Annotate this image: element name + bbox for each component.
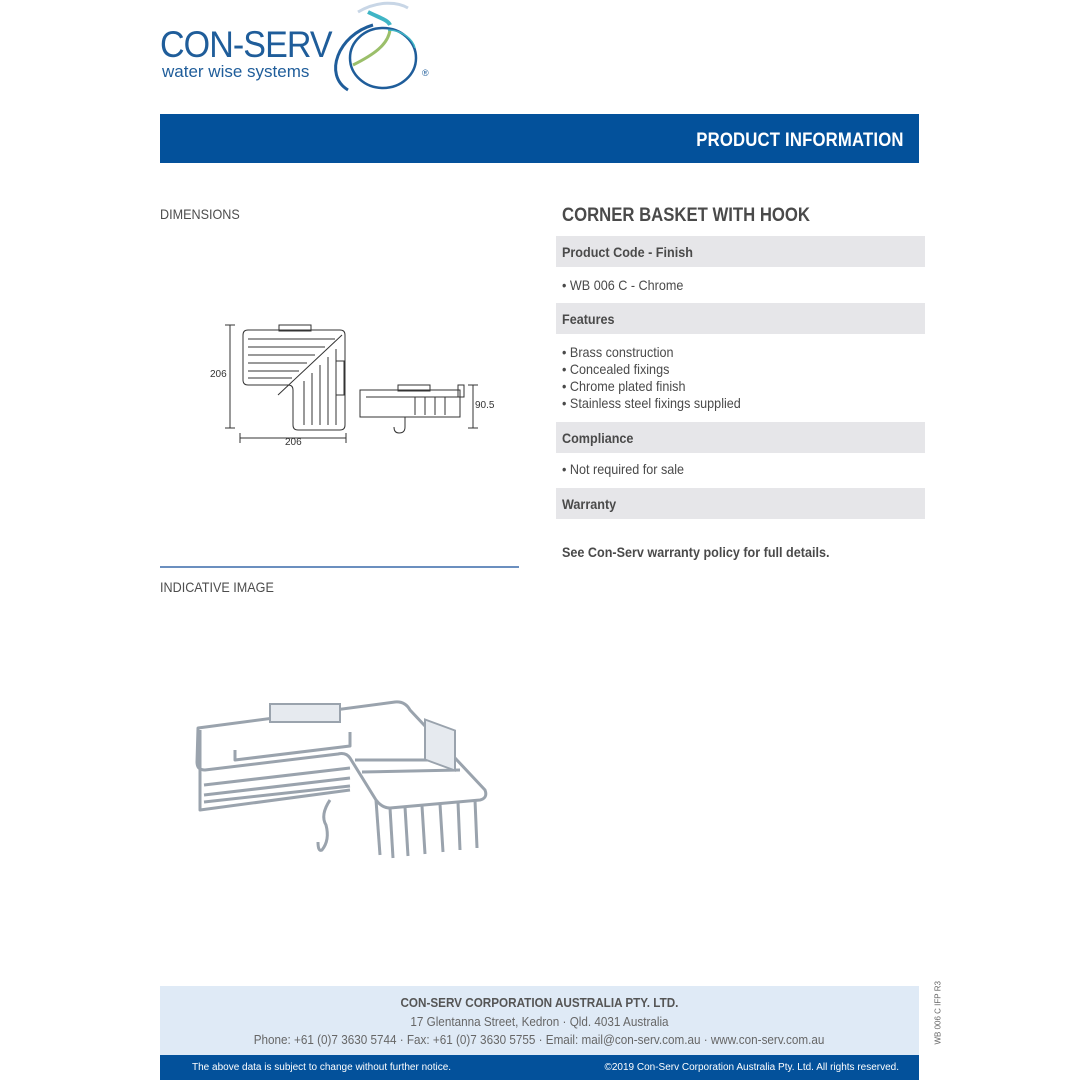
product-image: [190, 690, 500, 870]
logo-wordmark: CON-SERV: [160, 24, 332, 65]
spec-heading-product-code: [556, 236, 925, 267]
spec-heading-warranty: [556, 488, 925, 519]
product-title: CORNER BASKET WITH HOOK: [562, 205, 811, 226]
dimensions-label: DIMENSIONS: [160, 206, 240, 222]
warranty-note: See Con-Serv warranty policy for full details.: [562, 544, 830, 560]
footer-contact-panel: [160, 986, 919, 1055]
spec-heading-features: [556, 303, 925, 334]
spec-heading-label: Features: [562, 311, 615, 327]
logo-tagline: water wise systems: [162, 62, 310, 81]
indicative-image-label: INDICATIVE IMAGE: [160, 579, 274, 595]
list-item: • Concealed fixings: [562, 361, 670, 377]
height-dimension: 206: [210, 369, 227, 380]
list-item: • Not required for sale: [562, 461, 685, 477]
spec-heading-label: Compliance: [562, 430, 634, 446]
features-list: [562, 344, 761, 412]
spec-heading-label: Warranty: [562, 496, 617, 512]
footer-bar: [160, 1055, 919, 1080]
list-item: • Brass construction: [562, 344, 674, 360]
footer-disclaimer: The above data is subject to change without further notice.: [192, 1062, 452, 1073]
width-dimension: 206: [285, 437, 302, 448]
section-divider: [160, 566, 519, 568]
corner-basket-image-icon: [190, 690, 500, 870]
footer-address: 17 Glentanna Street, Kedron · Qld. 4031 Australia: [410, 1014, 669, 1029]
logo-swoosh-icon: [328, 0, 428, 95]
list-item: • Chrome plated finish: [562, 378, 686, 394]
list-item: • WB 006 C - Chrome: [562, 277, 684, 293]
page-title: PRODUCT INFORMATION: [696, 130, 904, 151]
registered-mark: ®: [422, 68, 429, 78]
spec-heading-label: Product Code - Finish: [562, 244, 693, 260]
footer-copyright: ©2019 Con-Serv Corporation Australia Pty. Ltd. All rights reserved.: [604, 1062, 899, 1073]
footer-contact: Phone: +61 (0)7 3630 5744 · Fax: +61 (0)7 3630 5755 · Email: mail@con-serv.com.au · www.con-serv.com.au: [254, 1032, 825, 1047]
product-code-list: [562, 277, 697, 294]
footer-company-name: CON-SERV CORPORATION AUSTRALIA PTY. LTD.: [400, 995, 679, 1010]
technical-drawing-icon: [200, 315, 510, 460]
company-logo: [158, 0, 448, 100]
compliance-list: [562, 461, 698, 478]
list-item: • Stainless steel fixings supplied: [562, 395, 741, 411]
dimension-drawing: [200, 315, 510, 460]
document-code: WB 006 C IFP R3: [933, 981, 943, 1045]
header-bar: [160, 114, 919, 163]
depth-dimension: 90.5: [475, 400, 495, 411]
spec-heading-compliance: [556, 422, 925, 453]
